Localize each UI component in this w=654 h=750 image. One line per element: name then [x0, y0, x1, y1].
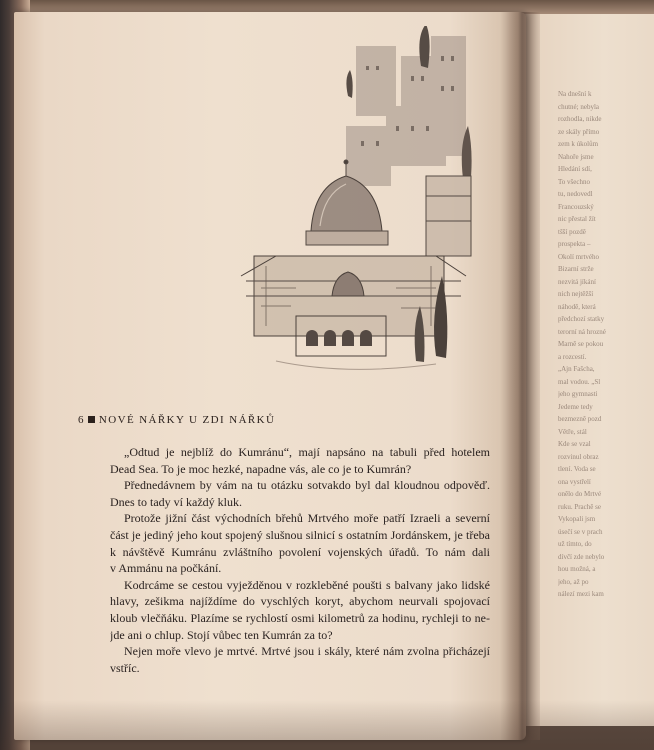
right-page-line: bezmezně pozd	[558, 415, 602, 423]
text-line: jde ani o chlup. Stojí vůbec ten Kumrán za to?	[110, 627, 333, 642]
right-page-line: náhodě, která	[558, 302, 596, 311]
right-page-line: ruku. Prachě se	[558, 502, 601, 511]
body-text	[110, 444, 490, 676]
right-page-line: tlení. Voda se	[558, 465, 596, 473]
right-page-line: prospekta –	[558, 240, 591, 248]
right-page-line: chutné; nebyla	[558, 102, 600, 111]
right-page-line: Kde se vzal	[558, 440, 591, 448]
book-gutter	[500, 12, 540, 740]
right-page-line: Francouzský	[558, 202, 594, 211]
right-page-line: ona vystřelí	[558, 477, 591, 486]
right-page-line: ze skály přímo	[558, 127, 600, 136]
text-line: Protože jižní část východních břehů Mrtvého moře patří Izraeli a severní	[124, 511, 490, 526]
right-page-line: jeho, až po	[558, 577, 589, 586]
chapter-number: 6	[78, 414, 85, 426]
right-page-line: úsečí se v prach	[558, 527, 603, 536]
right-page-line: tu, nedovedl	[558, 190, 593, 198]
right-page-line: Marně se pokou	[558, 340, 604, 348]
right-page-text	[558, 88, 648, 601]
right-page-line: Hledání sdí,	[558, 165, 592, 173]
right-page-line: nich nejtěžší	[558, 290, 594, 298]
right-page-line: jeho gymnasti	[558, 390, 598, 398]
right-page-line: „Ajn Fašcha,	[558, 365, 595, 373]
jerusalem-illustration	[236, 26, 486, 376]
right-page-line: předchozí statky	[558, 315, 605, 323]
right-page-line: Bizarní strže	[558, 265, 594, 273]
right-page-line: tšší pozdě	[558, 227, 586, 236]
right-page-line: dívčí zde nebylo	[558, 552, 605, 561]
right-page-line: Okolí mrtvého	[558, 252, 600, 261]
right-page-line: Na dnešní k	[558, 90, 592, 98]
right-page-line: terorní ná hrozné	[558, 327, 606, 336]
text-line: Přednedávnem by vám na tu otázku sotvakdo byl dal kloudnou odpověď.	[124, 478, 490, 493]
right-page-line: rozvinul obraz	[558, 452, 599, 461]
text-line: „Odtud je nejblíž do Kumránu“, mají napsáno na tabuli před hotelem	[124, 445, 490, 459]
text-line: vstříc.	[110, 660, 140, 675]
text-line: část je jediný jeho kout spojený slušnou silnicí s ostatním Jordánskem, je třeba	[110, 527, 490, 542]
right-page-line: zem k úkolům	[558, 140, 599, 148]
text-line: k návštěvě Kumránu zvláštního povolení vojenských úřadů. To nám dali	[110, 544, 490, 559]
right-page-line: mal vodou. „Sl	[558, 377, 601, 386]
text-line: hlavy, zešikma najíždíme do vyschlých koryt, abychom neurvali spojovací	[110, 594, 490, 609]
chapter-title: NOVÉ NÁŘKY U ZDI NÁŘKŮ	[98, 414, 276, 426]
text-line: Kodrcáme se cestou vyježděnou v rozkleběné poušti s balvany jako lidské	[124, 577, 490, 592]
right-page-line: Nahoře jsme	[558, 152, 594, 161]
right-page-line: Vykopali jsm	[558, 515, 596, 523]
text-line: v Ammánu na počkání.	[110, 561, 222, 576]
right-page-line: nezvitá jíkání	[558, 277, 596, 286]
right-page-line: Větře, stál	[558, 427, 587, 436]
right-page-line: a rozcestí.	[558, 352, 587, 361]
right-page-line: už tímto, do	[558, 540, 592, 548]
right-page-line: onělo do Mrtvé	[558, 490, 602, 498]
text-line: Nejen moře vlevo je mrtvé. Mrtvé jsou i skály, které nám zvolna přicházejí	[124, 644, 490, 659]
right-page-line: Jedeme tedy	[558, 402, 593, 411]
text-line: Dead Sea. To je moc hezké, napadne vás, ale co je to Kumrán?	[110, 461, 412, 476]
square-bullet-icon	[88, 416, 95, 423]
right-page-line: nic přestal žít	[558, 215, 596, 223]
right-page-line: To všechno	[558, 177, 590, 186]
text-line: kloub vlečňáku. Plazíme se rychlostí osmi kilometrů za hodinu, rychleji to ne-	[110, 610, 490, 625]
right-page-line: hou možná, a	[558, 565, 596, 573]
right-page-line: nálezí mezi kam	[558, 590, 604, 598]
right-page-line: rozhodla, nikde	[558, 115, 602, 123]
bottom-shadow	[0, 700, 654, 750]
text-line: Dnes to tady ví každý kluk.	[110, 494, 242, 509]
chapter-heading	[78, 414, 378, 426]
